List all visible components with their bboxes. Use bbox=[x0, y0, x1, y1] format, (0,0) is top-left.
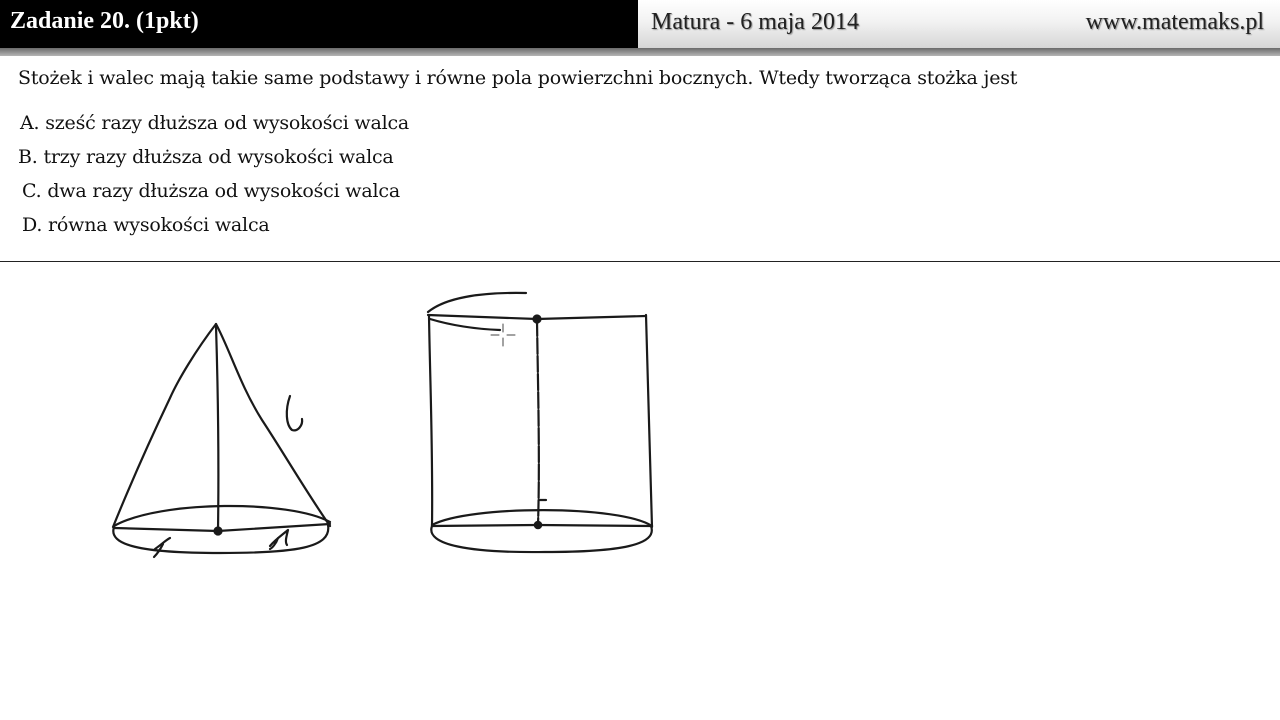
cone-height bbox=[216, 326, 218, 531]
site-url: www.matemaks.pl bbox=[1085, 9, 1264, 35]
header-bar bbox=[0, 0, 1280, 48]
cylinder-left-side bbox=[429, 316, 432, 526]
cylinder-axis bbox=[537, 320, 539, 525]
question-text: Stożek i walec mają takie same podstawy i równe pola powierzchni bocznych. Wtedy tworząca stożka jest bbox=[18, 67, 1018, 89]
cylinder-top-center-dot bbox=[534, 316, 541, 323]
task-title: Zadanie 20. (1pkt) bbox=[10, 8, 199, 34]
radius-label-left bbox=[154, 538, 170, 557]
task-title-panel bbox=[0, 0, 638, 48]
handwritten-sketch bbox=[0, 262, 1280, 720]
cone-left-side bbox=[113, 324, 216, 527]
cylinder-base-front bbox=[431, 526, 652, 552]
exam-label: Matura - 6 maja 2014 bbox=[651, 9, 859, 35]
answer-d: D. równa wysokości walca bbox=[22, 214, 270, 236]
cone-base-back bbox=[114, 506, 330, 526]
slant-label-group bbox=[250, 379, 302, 430]
cone-drawing bbox=[113, 324, 330, 557]
cone-slant-label: l bbox=[250, 380, 251, 381]
crosshair-cursor-icon bbox=[491, 324, 515, 346]
cylinder-top-arc bbox=[428, 293, 526, 312]
cylinder-top-front bbox=[430, 319, 500, 330]
answer-c: C. dwa razy dłuższa od wysokości walca bbox=[22, 180, 400, 202]
cylinder-drawing bbox=[428, 293, 652, 552]
answer-b: B. trzy razy dłuższa od wysokości walca bbox=[18, 146, 394, 168]
cone-right-side bbox=[216, 324, 330, 526]
exam-info-panel bbox=[638, 0, 1280, 48]
radius-label-right bbox=[270, 530, 288, 549]
cylinder-base-center-dot bbox=[535, 522, 541, 528]
cylinder-right-side bbox=[646, 315, 652, 527]
header-separator bbox=[0, 48, 1280, 56]
answer-a: A. sześć razy dłuższa od wysokości walca bbox=[20, 112, 410, 134]
cone-base-center-dot bbox=[215, 528, 222, 535]
